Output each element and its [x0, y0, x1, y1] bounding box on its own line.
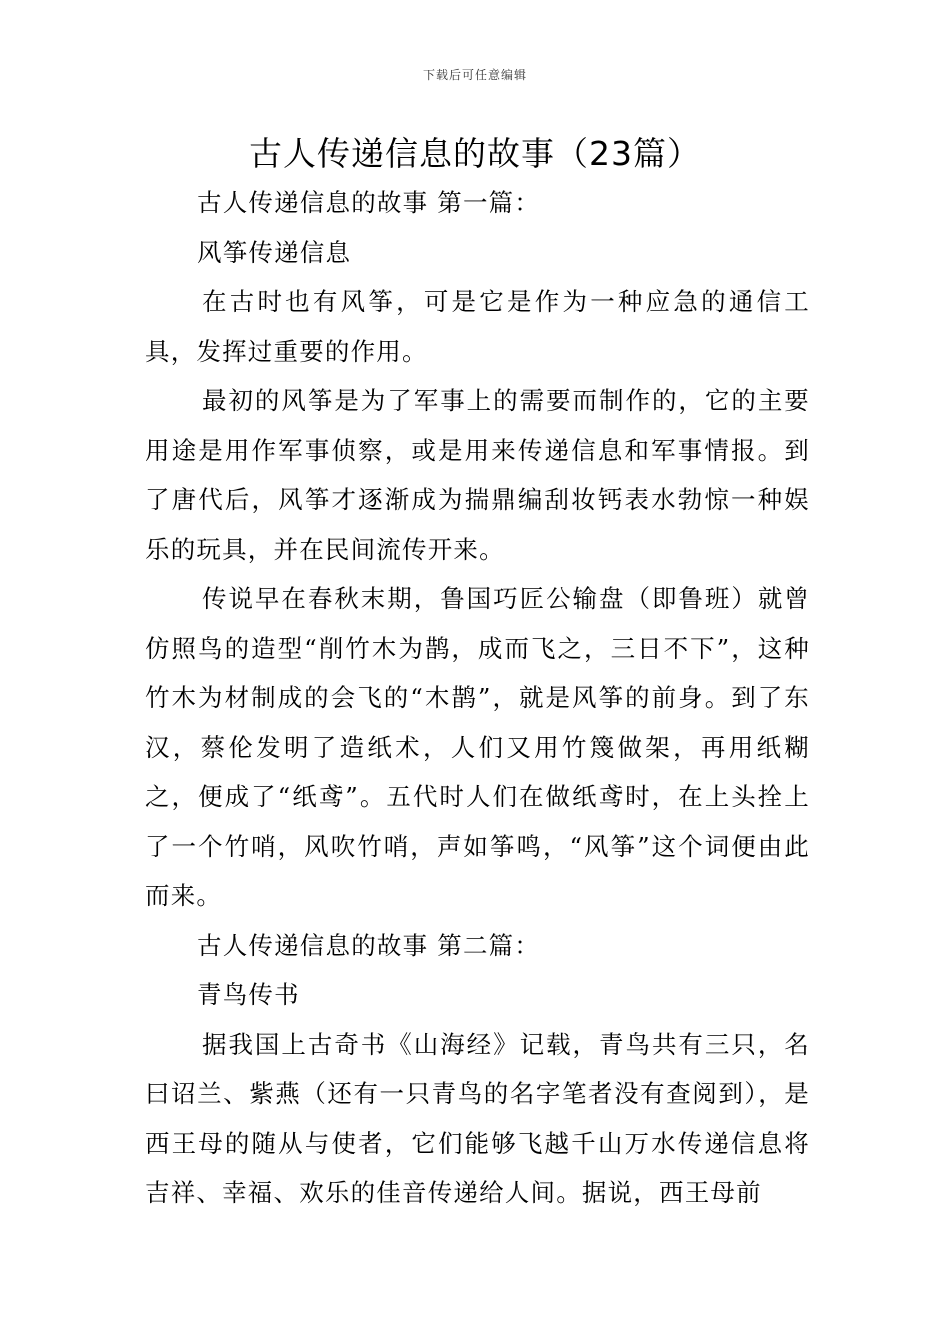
section-subtitle: 风筝传递信息 [197, 237, 352, 267]
document-body [145, 178, 810, 1218]
paragraph: 最初的风筝是为了军事上的需要而制作的，它的主要用途是用作军事侦察，或是用来传递信息和军事情报。到了唐代后，风筝才逐渐成为揣鼎编刮妆钙表水勃惊一种娱乐的玩具，并在民间流传开来。 [145, 386, 810, 564]
section-1 [145, 178, 810, 921]
section-2 [145, 921, 810, 1218]
section-heading: 古人传递信息的故事 第一篇： [197, 188, 541, 217]
section-subtitle: 青鸟传书 [197, 980, 300, 1009]
section-heading: 古人传递信息的故事 第二篇： [197, 930, 541, 960]
page-header-note: 下载后可任意编辑 [422, 68, 527, 82]
paragraph: 据我国上古奇书《山海经》记载，青鸟共有三只，名曰诏兰、紫燕（还有一只青鸟的名字笔者没有查阅到），是西王母的随从与使者，它们能够飞越千山万水传递信息将吉祥、幸福、欢乐的佳音传递给人间。据说，西王母前 [145, 1029, 810, 1207]
paragraph: 在古时也有风筝，可是它是作为一种应急的通信工具，发挥过重要的作用。 [145, 287, 810, 366]
document-title: 古人传递信息的故事（23篇） [249, 134, 701, 173]
paragraph: 传说早在春秋末期，鲁国巧匠公输盘（即鲁班）就曾仿照鸟的造型“削竹木为鹊，成而飞之，三日不下”，这种竹木为材制成的会飞的“木鹊”，就是风筝的前身。到了东汉，蔡伦发明了造纸术，人们又用竹篾做架，再用纸糊之，便成了“纸鸢”。五代时人们在做纸鸢时，在上头拴上了一个竹哨，风吹竹哨，声如筝鸣，“风筝”这个词便由此而来。 [145, 584, 810, 910]
